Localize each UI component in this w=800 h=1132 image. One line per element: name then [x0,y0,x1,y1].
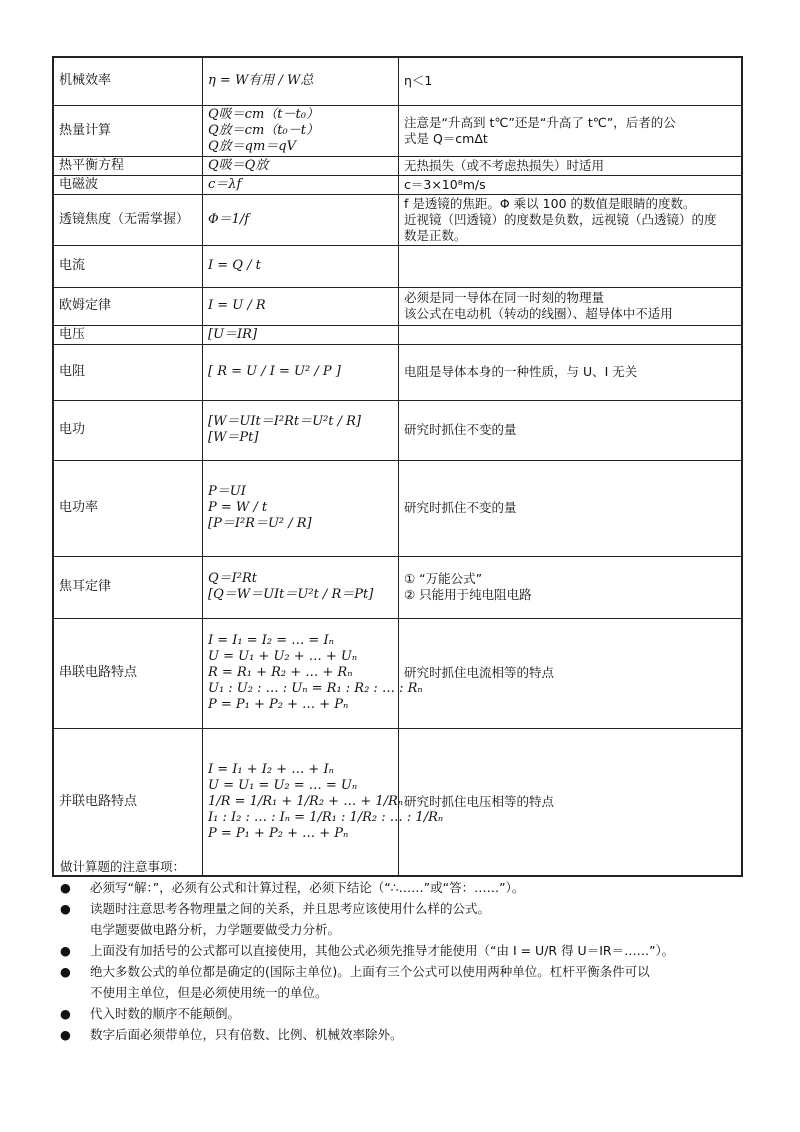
formula: U = U₁ = U₂ = … = Uₙ [208,777,358,793]
note-line: f 是透镜的焦距。Φ 乘以 100 的数值是眼睛的度数。 [404,195,696,211]
formula: Q＝I²Rt [208,571,258,586]
formula: I = Q / t [208,258,261,273]
formula: [ R = U / I = U² / P ] [208,364,341,379]
quantity-name: 电磁波 [53,175,203,194]
formula: [P＝I²R＝U² / R] [208,516,312,531]
note-line: 研究时抓住不变的量 [404,422,517,437]
table-row [53,325,742,344]
formula: [W＝UIt＝I²Rt＝U²t / R] [208,414,362,429]
note-line: 必须是同一导体在同一时刻的物理量 [404,290,605,305]
quantity-name: 电阻 [53,344,203,400]
table-row [53,57,742,105]
note-line: 研究时抓住不变的量 [404,500,517,515]
quantity-name: 电功 [53,400,203,460]
formula: η = W有用 / W总 [208,73,314,89]
table-row [53,245,742,287]
quantity-name: 机械效率 [53,57,203,105]
formula-cell [203,618,423,728]
formula-cell [203,175,399,194]
formula: I = I₁ = I₂ = … = Iₙ [208,633,334,648]
bullet-icon: ● [60,964,71,979]
formula: c＝λf [208,176,242,192]
formula: R = R₁ + R₂ + … + Rₙ [208,665,353,680]
note-line: 研究时抓住电压相等的特点 [404,793,555,809]
note-cell [399,400,743,460]
bullet-icon: ● [60,901,71,916]
bullet-icon: ● [60,1006,71,1021]
formula: Q放＝qm＝qV [208,138,297,154]
formula: Q吸＝Q放 [208,157,269,173]
notes-list [60,877,760,1045]
formula-cell [203,57,399,105]
list-item-continuation: 电学题要做电路分析，力学题要做受力分析。 [90,922,341,937]
table-row [53,400,742,460]
table-row [53,344,742,400]
note-line: 研究时抓住电流相等的特点 [404,665,555,680]
table-row [53,556,742,618]
table-row [53,728,742,876]
formula: 1/R = 1/R₁ + 1/R₂ + … + 1/Rₙ [208,793,404,809]
bullet-icon: ● [60,1027,71,1042]
table-row [53,156,742,175]
formula-cell [203,325,399,344]
formula-cell [203,245,399,287]
list-item [60,877,760,898]
note-cell [399,287,743,325]
formula-cell [203,460,399,556]
formula-cell [203,105,399,156]
list-item [60,961,760,982]
note-cell [399,728,743,876]
formula: Φ＝1/f [208,211,250,227]
note-cell [399,245,743,287]
table-row [53,460,742,556]
quantity-name: 电压 [53,325,203,344]
formula: U₁ : U₂ : … : Uₙ = R₁ : R₂ : … : Rₙ [208,681,423,696]
note-line: ① “万能公式” [404,571,483,586]
formula: I = I₁ + I₂ + … + Iₙ [208,761,334,777]
formula-cell [203,156,399,175]
note-line: η＜1 [404,73,433,89]
quantity-name: 串联电路特点 [53,618,203,728]
formula: P = W / t [208,500,268,515]
formula-cell [203,344,399,400]
formula: Q吸＝cm（t－t₀） [208,106,319,122]
note-cell [399,556,743,618]
note-text: 数字后面必须带单位，只有倍数、比例、机械效率除外。 [90,1027,403,1042]
formula: U = U₁ + U₂ + … + Uₙ [208,649,358,664]
note-cell [399,618,743,728]
formula-table-body [53,57,742,876]
formula: [W＝Pt] [208,430,259,445]
formula-cell [203,400,399,460]
formula: [U＝IR] [208,326,258,342]
note-line: 该公式在电动机（转动的线圈）、超导体中不适用 [404,306,673,321]
note-line: c＝3×10⁸m/s [404,176,486,192]
note-cell [399,344,743,400]
note-text: 必须写“解：”，必须有公式和计算过程，必须下结论（“∴……”或“答：……”）。 [90,880,525,895]
quantity-name: 欧姆定律 [53,287,203,325]
formula: I = U / R [208,298,266,313]
quantity-name: 透镜焦度（无需掌握） [53,194,203,245]
note-line: 式是 Q＝cmΔt [404,130,488,146]
table-row [53,194,742,245]
formula-cell [203,194,399,245]
formula-cell [203,556,399,618]
list-item [60,1003,760,1024]
note-cell [399,105,743,156]
quantity-name: 焦耳定律 [53,556,203,618]
note-line: 近视镜（凹透镜）的度数是负数，远视镜（凸透镜）的度 [404,211,717,227]
note-line: 电阻是导体本身的一种性质，与 U、I 无关 [404,364,638,379]
formula: I₁ : I₂ : … : Iₙ = 1/R₁ : 1/R₂ : … : 1/Rₙ [208,809,444,825]
formula: P = P₁ + P₂ + … + Pₙ [208,825,349,841]
quantity-name: 电功率 [53,460,203,556]
quantity-name: 热量计算 [53,105,203,156]
table-row [53,287,742,325]
quantity-name: 并联电路特点 [53,728,203,876]
formula-table [52,56,743,877]
note-cell [399,460,743,556]
list-item [60,940,760,961]
note-text: 代入时数的顺序不能颠倒。 [90,1006,241,1021]
notes-heading: 做计算题的注意事项： [60,859,186,874]
table-row [53,175,742,194]
note-cell [399,325,743,344]
calculation-notes [60,856,760,1045]
note-line: ② 只能用于纯电阻电路 [404,587,532,602]
formula: [Q＝W＝UIt＝U²t / R＝Pt] [208,587,374,602]
formula-cell [203,728,444,876]
quantity-name: 热平衡方程 [53,156,203,175]
quantity-name: 电流 [53,245,203,287]
note-line: 数是正数。 [404,227,467,243]
note-cell [399,194,743,245]
note-cell [399,156,743,175]
formula: P＝UI [208,484,246,499]
bullet-icon: ● [60,880,71,895]
formula: P = P₁ + P₂ + … + Pₙ [208,697,349,712]
list-item-continuation: 不使用主单位，但是必须使用统一的单位。 [90,985,328,1000]
note-text: 读题时注意思考各物理量之间的关系，并且思考应该使用什么样的公式。 [90,901,491,916]
formula-cell [203,287,399,325]
table-row [53,105,742,156]
note-text: 上面没有加括号的公式都可以直接使用，其他公式必须先推导才能使用（“由 I = U/R 得 U＝IR＝……”）。 [90,943,675,958]
list-item [60,1024,760,1045]
note-cell [399,57,743,105]
table-row [53,618,742,728]
note-cell [399,175,743,194]
note-text: 绝大多数公式的单位都是确定的(国际主单位)。上面有三个公式可以使用两种单位。杠杆平衡条件可以 [90,964,650,979]
list-item [60,898,760,919]
formula: Q放＝cm（t₀－t） [208,122,319,138]
note-line: 注意是“升高到 t℃”还是“升高了 t℃”，后者的公 [404,114,676,130]
bullet-icon: ● [60,943,71,958]
note-line: 无热损失（或不考虑热损失）时适用 [404,157,605,173]
